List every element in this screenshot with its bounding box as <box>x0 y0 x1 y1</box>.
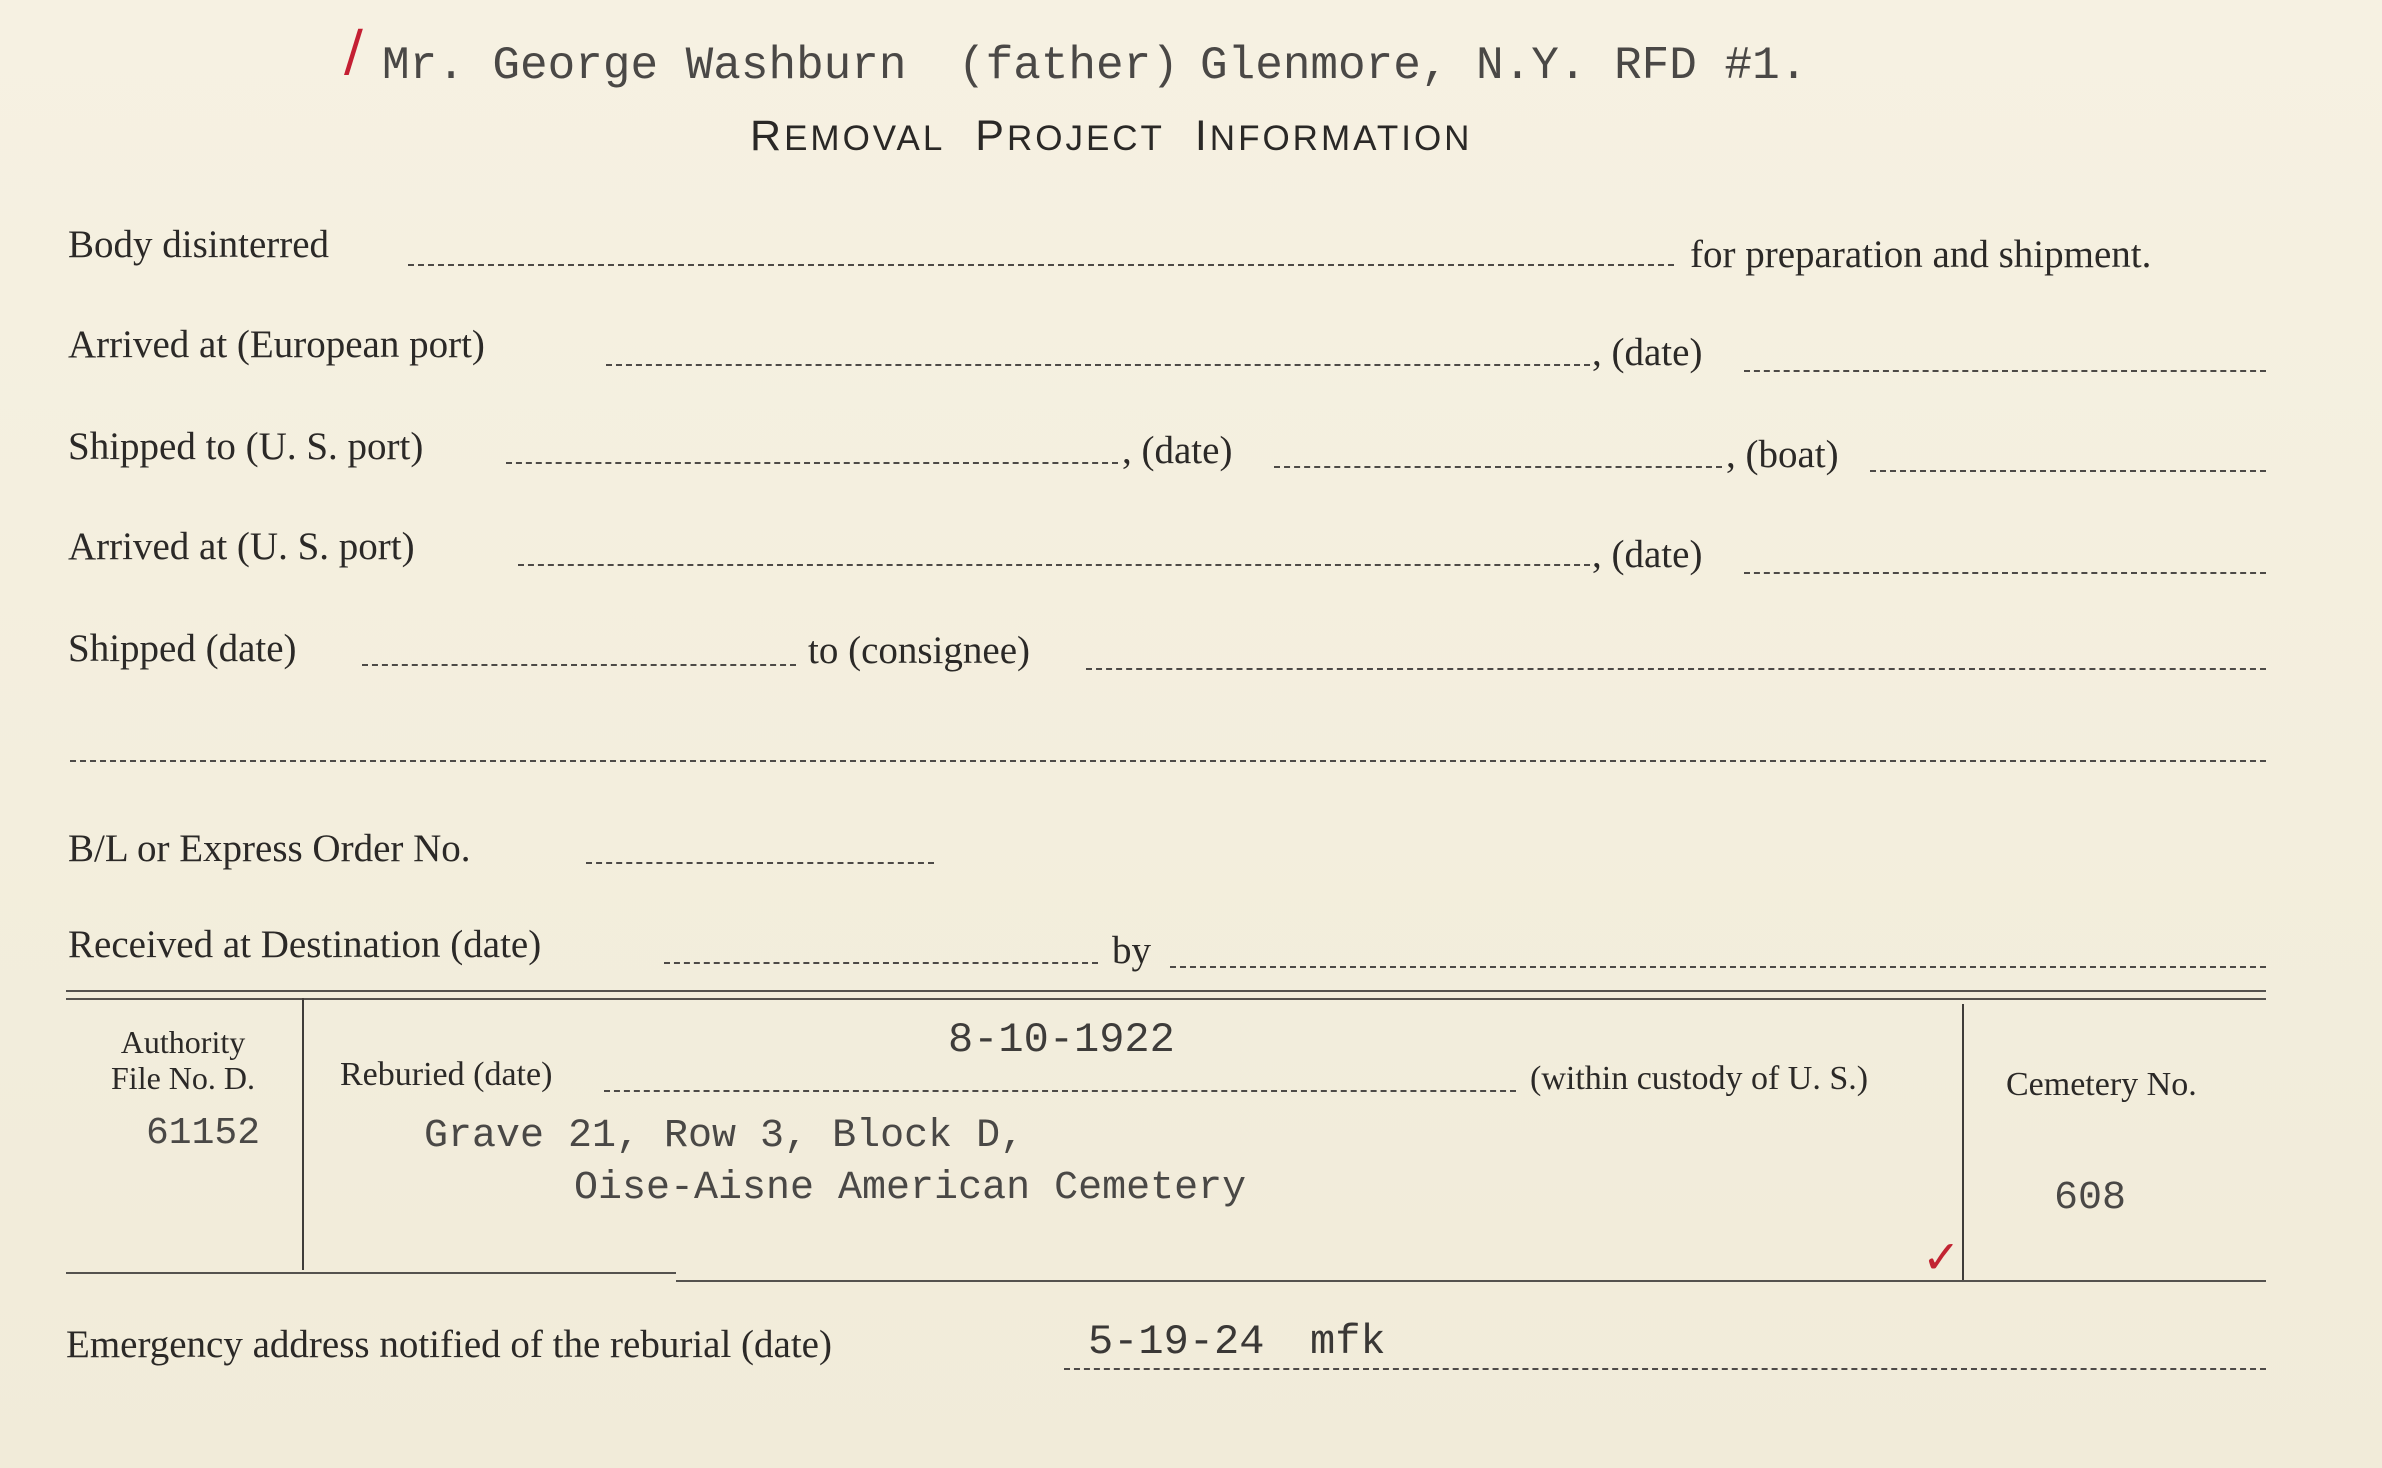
arrived-european-label: Arrived at (European port) <box>68 323 485 366</box>
reburied-date-value: 8-10-1922 <box>948 1016 1175 1064</box>
reburied-date-label: Reburied (date) <box>340 1056 553 1093</box>
shipped-to-boat-label: , (boat) <box>1726 433 1839 476</box>
arrived-european-field <box>606 364 1590 366</box>
emergency-initials: mfk <box>1310 1318 1386 1366</box>
body-disinterred-field <box>408 264 1674 266</box>
consignee-field <box>1086 668 2266 670</box>
table-bottom-rule <box>66 1272 676 1274</box>
arrived-us-field <box>518 564 1590 566</box>
grave-location-line-2: Oise-Aisne American Cemetery <box>574 1166 1247 1211</box>
by-label: by <box>1112 929 1151 972</box>
arrived-us-date-label: , (date) <box>1592 533 1703 576</box>
table-divider-left <box>302 998 304 1270</box>
for-preparation-label: for preparation and shipment. <box>1690 233 2152 276</box>
card-title <box>750 112 1472 161</box>
header-typed-address: Glenmore, N.Y. RFD #1. <box>1200 40 1808 92</box>
bl-order-field <box>586 862 934 864</box>
table-divider-right <box>1962 1004 1964 1282</box>
shipped-to-date-label: , (date) <box>1122 429 1233 472</box>
body-disinterred-label: Body disinterred <box>68 223 330 266</box>
shipped-date-field <box>362 664 796 666</box>
shipped-to-us-field <box>506 462 1118 464</box>
table-top-rule-2 <box>66 998 2266 1000</box>
received-by-field <box>1170 966 2266 968</box>
table-top-rule <box>66 990 2266 992</box>
shipped-to-date-field <box>1274 466 1722 468</box>
red-check-mark-table: ✓ <box>1922 1230 1961 1284</box>
bl-order-label: B/L or Express Order No. <box>68 827 471 870</box>
within-custody-label: (within custody of U. S.) <box>1530 1060 1869 1097</box>
arrived-european-date-label: , (date) <box>1592 331 1703 374</box>
received-destination-field <box>664 962 1098 964</box>
arrived-european-date-field <box>1744 370 2266 372</box>
shipped-to-boat-field <box>1870 470 2266 472</box>
authority-label: Authority File No. D. <box>111 1024 255 1096</box>
cemetery-number-value: 608 <box>2054 1176 2127 1221</box>
grave-location-line-1: Grave 21, Row 3, Block D, <box>424 1114 1025 1159</box>
emergency-notified-date: 5-19-24 <box>1088 1318 1265 1366</box>
emergency-address-label: Emergency address notified of the reburial (date) <box>66 1323 832 1366</box>
arrived-us-date-field <box>1744 572 2266 574</box>
title-word-3: INFORMATION <box>1194 112 1473 160</box>
emergency-address-field <box>1064 1368 2266 1370</box>
authority-file-number: 61152 <box>146 1112 261 1155</box>
received-destination-label: Received at Destination (date) <box>68 923 542 966</box>
red-check-mark: / <box>344 19 363 84</box>
shipped-to-us-label: Shipped to (U. S. port) <box>68 425 424 468</box>
header-typed-name: Mr. George Washburn <box>382 40 907 92</box>
header-typed-relation: (father) <box>958 40 1179 92</box>
cemetery-number-label: Cemetery No. <box>2006 1066 2197 1103</box>
arrived-us-label: Arrived at (U. S. port) <box>68 525 415 568</box>
consignee-continuation-field <box>70 760 2266 762</box>
reburied-date-field <box>604 1090 1516 1092</box>
table-bottom-rule-2 <box>676 1280 2266 1282</box>
title-word-1: REMOVAL <box>750 112 946 160</box>
shipped-date-label: Shipped (date) <box>68 627 297 670</box>
to-consignee-label: to (consignee) <box>808 629 1031 672</box>
title-word-2: PROJECT <box>975 112 1165 160</box>
